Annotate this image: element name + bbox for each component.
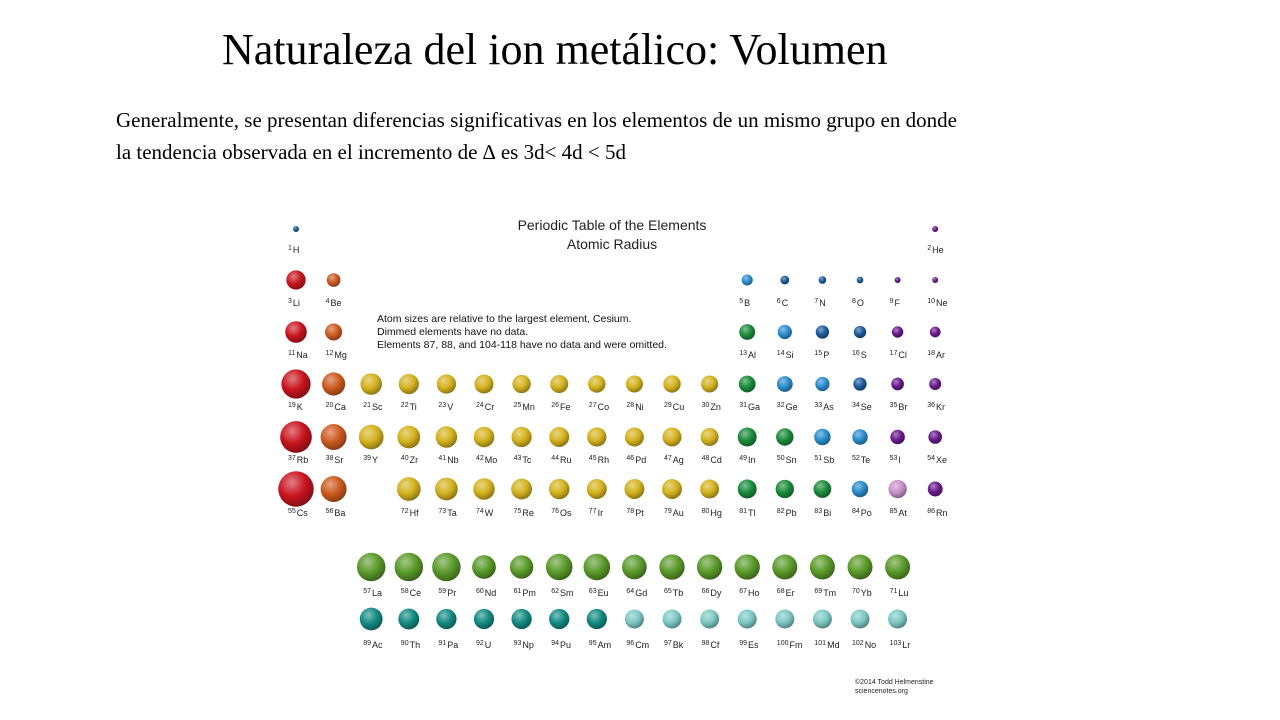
atom-sphere-os xyxy=(549,479,570,500)
slide-title: Naturaleza del ion metálico: Volumen xyxy=(222,25,888,74)
atom-sphere-rn xyxy=(928,482,943,497)
atom-sphere-h xyxy=(293,226,299,232)
atom-sphere-th xyxy=(398,609,419,630)
atom-sphere-k xyxy=(281,369,310,398)
element-label-yb: $^{70}$Yb xyxy=(852,588,872,598)
atom-sphere-ru xyxy=(549,427,569,447)
atom-sphere-sc xyxy=(360,373,382,395)
atom-sphere-nd xyxy=(472,555,496,579)
element-label-pd: $^{46}$Pd xyxy=(626,455,647,465)
element-label-fe: $^{26}$Fe xyxy=(551,402,571,412)
element-label-s: $^{16}$S xyxy=(852,350,867,360)
atom-sphere-i xyxy=(890,430,905,445)
body-text-line-2: la tendencia observada en el incremento de ∆ es 3d< 4d < 5d xyxy=(116,140,627,164)
element-label-sb: $^{51}$Sb xyxy=(814,455,835,465)
atom-sphere-sb xyxy=(814,429,830,445)
element-label-mo: $^{42}$Mo xyxy=(476,455,498,465)
atom-sphere-ar xyxy=(930,327,941,338)
element-label-mg: $^{12}$Mg xyxy=(325,350,347,360)
element-label-sc: $^{21}$Sc xyxy=(363,402,383,412)
element-label-tc: $^{43}$Tc xyxy=(513,455,532,465)
element-label-k: $^{19}$K xyxy=(288,402,303,412)
figure-title: Periodic Table of the Elements xyxy=(517,217,707,233)
atom-sphere-ni xyxy=(626,375,643,392)
atom-sphere-hg xyxy=(700,479,719,498)
atom-sphere-la xyxy=(357,553,386,582)
element-label-ta: $^{73}$Ta xyxy=(438,508,457,518)
element-label-no: $^{102}$No xyxy=(852,640,877,650)
element-label-he: $^2$He xyxy=(927,245,944,255)
atom-sphere-mo xyxy=(474,427,495,448)
element-label-w: $^{74}$W xyxy=(476,508,494,518)
atom-sphere-he xyxy=(932,226,938,232)
atom-sphere-dy xyxy=(697,554,722,579)
atom-sphere-ir xyxy=(587,479,607,499)
atom-sphere-at xyxy=(888,480,906,498)
body-text-line-1: Generalmente, se presentan diferencias significativas en los elementos de un mismo grupo en donde xyxy=(116,108,957,132)
element-label-po: $^{84}$Po xyxy=(852,508,872,518)
atom-sphere-eu xyxy=(583,554,610,581)
atom-sphere-v xyxy=(437,374,456,393)
element-label-am: $^{95}$Am xyxy=(588,640,612,650)
atom-sphere-se xyxy=(853,377,866,390)
element-label-sn: $^{50}$Sn xyxy=(776,455,797,465)
element-label-gd: $^{64}$Gd xyxy=(626,588,648,598)
element-label-si: $^{14}$Si xyxy=(776,350,794,360)
atom-sphere-nb xyxy=(436,426,458,448)
figure-note-1: Atom sizes are relative to the largest element, Cesium. xyxy=(377,313,632,325)
atom-sphere-co xyxy=(588,375,605,392)
element-label-tm: $^{69}$Tm xyxy=(814,588,837,598)
element-label-ca: $^{20}$Ca xyxy=(325,402,346,412)
element-label-ni: $^{28}$Ni xyxy=(626,402,644,412)
atom-sphere-u xyxy=(474,609,494,629)
element-label-rb: $^{37}$Rb xyxy=(288,455,309,465)
element-label-te: $^{52}$Te xyxy=(852,455,871,465)
element-label-sr: $^{38}$Sr xyxy=(325,455,344,465)
atom-sphere-ge xyxy=(777,376,793,392)
atom-sphere-fe xyxy=(550,375,568,393)
figure-subtitle: Atomic Radius xyxy=(566,236,658,252)
element-label-at: $^{85}$At xyxy=(889,508,907,518)
atom-sphere-mg xyxy=(325,323,342,340)
element-label-ga: $^{31}$Ga xyxy=(739,402,761,412)
element-label-se: $^{34}$Se xyxy=(852,402,872,412)
element-label-os: $^{76}$Os xyxy=(551,508,572,518)
element-label-mn: $^{25}$Mn xyxy=(513,402,535,412)
atom-sphere-xe xyxy=(928,430,942,444)
atom-sphere-p xyxy=(816,325,829,338)
element-label-ti: $^{22}$Ti xyxy=(400,402,417,412)
atom-sphere-y xyxy=(359,425,384,450)
element-label-np: $^{93}$Np xyxy=(513,640,534,650)
atom-sphere-tb xyxy=(659,554,684,579)
element-label-ir: $^{77}$Ir xyxy=(588,508,604,518)
atom-sphere-cs xyxy=(278,471,313,506)
atom-sphere-mn xyxy=(512,375,530,393)
element-label-cu: $^{29}$Cu xyxy=(664,402,685,412)
element-label-pm: $^{61}$Pm xyxy=(513,588,536,598)
element-label-in: $^{49}$In xyxy=(739,455,756,465)
atom-sphere-pm xyxy=(510,555,533,578)
element-label-br: $^{35}$Br xyxy=(889,402,908,412)
element-label-ge: $^{32}$Ge xyxy=(776,402,798,412)
element-label-lu: $^{71}$Lu xyxy=(889,588,909,598)
atom-sphere-po xyxy=(852,481,868,497)
atom-sphere-pb xyxy=(776,480,794,498)
element-label-tl: $^{81}$Tl xyxy=(739,508,756,518)
atom-sphere-au xyxy=(662,479,682,499)
element-label-h: $^1$H xyxy=(288,245,300,255)
element-label-ar: $^{18}$Ar xyxy=(927,350,945,360)
atom-sphere-o xyxy=(857,277,864,284)
atom-sphere-si xyxy=(778,325,792,339)
element-label-ru: $^{44}$Ru xyxy=(551,455,572,465)
element-label-pr: $^{59}$Pr xyxy=(438,588,457,598)
atom-sphere-fm xyxy=(775,609,794,628)
atom-sphere-f xyxy=(895,277,901,283)
atom-sphere-pt xyxy=(624,479,644,499)
element-label-th: $^{90}$Th xyxy=(400,640,421,650)
atom-sphere-kr xyxy=(929,378,941,390)
element-label-al: $^{13}$Al xyxy=(739,350,757,360)
atom-sphere-ag xyxy=(662,427,681,446)
atom-sphere-as xyxy=(815,377,829,391)
element-label-la: $^{57}$La xyxy=(363,588,383,598)
atom-sphere-lu xyxy=(885,554,910,579)
atom-sphere-bk xyxy=(662,609,681,628)
element-label-er: $^{68}$Er xyxy=(776,588,795,598)
element-label-f: $^9$F xyxy=(889,298,901,308)
atom-sphere-ac xyxy=(360,608,383,631)
element-label-ce: $^{58}$Ce xyxy=(400,588,422,598)
element-label-re: $^{75}$Re xyxy=(513,508,534,518)
element-label-pa: $^{91}$Pa xyxy=(438,640,459,650)
atom-sphere-pu xyxy=(549,609,569,629)
figure-note-3: Elements 87, 88, and 104-118 have no data and were omitted. xyxy=(377,339,667,351)
atom-sphere-cd xyxy=(701,428,719,446)
atom-sphere-hf xyxy=(397,477,421,501)
element-label-dy: $^{66}$Dy xyxy=(701,588,722,598)
element-label-es: $^{99}$Es xyxy=(739,640,759,650)
atom-sphere-yb xyxy=(847,554,872,579)
element-label-c: $^6$C xyxy=(776,298,789,308)
element-label-cf: $^{98}$Cf xyxy=(701,640,720,650)
atom-sphere-er xyxy=(772,554,797,579)
element-label-nd: $^{60}$Nd xyxy=(476,588,497,598)
atom-sphere-ba xyxy=(321,476,347,502)
atom-sphere-al xyxy=(739,324,755,340)
atom-sphere-tl xyxy=(738,479,757,498)
element-label-hf: $^{72}$Hf xyxy=(400,508,419,518)
element-label-md: $^{101}$Md xyxy=(814,640,840,650)
element-label-i: $^{53}$I xyxy=(889,455,901,465)
element-label-u: $^{92}$U xyxy=(476,640,492,650)
element-label-nb: $^{41}$Nb xyxy=(438,455,459,465)
atom-sphere-n xyxy=(819,276,827,284)
element-label-cd: $^{48}$Cd xyxy=(701,455,722,465)
atom-sphere-bi xyxy=(814,480,832,498)
element-label-rn: $^{86}$Rn xyxy=(927,508,948,518)
atom-sphere-br xyxy=(891,378,904,391)
element-label-au: $^{79}$Au xyxy=(664,508,684,518)
element-label-cs: $^{55}$Cs xyxy=(288,508,308,518)
element-label-cl: $^{17}$Cl xyxy=(889,350,907,360)
element-label-ba: $^{56}$Ba xyxy=(325,508,346,518)
element-label-co: $^{27}$Co xyxy=(588,402,610,412)
figure-credit-site: sciencenotes.org xyxy=(855,688,908,695)
atom-sphere-tc xyxy=(511,427,531,447)
element-label-v: $^{23}$V xyxy=(438,402,454,412)
atom-sphere-na xyxy=(285,321,307,343)
atom-sphere-zr xyxy=(397,426,420,449)
atom-sphere-lr xyxy=(888,609,907,628)
element-label-hg: $^{80}$Hg xyxy=(701,508,722,518)
element-label-o: $^8$O xyxy=(852,298,864,308)
atom-sphere-s xyxy=(854,326,866,338)
atom-sphere-ce xyxy=(395,553,424,582)
atom-sphere-pd xyxy=(625,427,644,446)
atom-sphere-ti xyxy=(399,374,419,394)
atom-sphere-te xyxy=(852,429,868,445)
atom-sphere-sm xyxy=(546,554,573,581)
atom-sphere-np xyxy=(511,609,531,629)
atom-sphere-b xyxy=(742,274,753,285)
atom-sphere-in xyxy=(738,427,757,446)
atom-sphere-ne xyxy=(932,277,938,283)
element-label-as: $^{33}$As xyxy=(814,402,834,412)
atom-sphere-cf xyxy=(700,609,719,628)
atom-sphere-gd xyxy=(622,555,647,580)
element-label-na: $^{11}$Na xyxy=(288,350,308,360)
atom-sphere-c xyxy=(780,276,789,285)
atom-sphere-cl xyxy=(892,326,903,337)
element-label-be: $^4$Be xyxy=(325,298,342,308)
atom-sphere-pr xyxy=(432,553,461,582)
element-label-eu: $^{63}$Eu xyxy=(588,588,609,598)
atom-sphere-cr xyxy=(474,374,493,393)
atom-sphere-cu xyxy=(663,375,680,392)
atom-sphere-sn xyxy=(776,428,793,445)
atom-sphere-ta xyxy=(435,478,458,501)
element-label-n: $^7$N xyxy=(814,298,826,308)
element-label-cm: $^{96}$Cm xyxy=(626,640,650,650)
element-label-pu: $^{94}$Pu xyxy=(551,640,572,650)
element-label-lr: $^{103}$Lr xyxy=(889,640,911,650)
element-label-tb: $^{65}$Tb xyxy=(664,588,684,598)
atom-sphere-ca xyxy=(322,372,345,395)
element-label-bi: $^{83}$Bi xyxy=(814,508,832,518)
element-label-zr: $^{40}$Zr xyxy=(400,455,419,465)
atom-sphere-re xyxy=(511,479,532,500)
element-label-zn: $^{30}$Zn xyxy=(701,402,721,412)
element-label-pb: $^{82}$Pb xyxy=(776,508,797,518)
element-label-fm: $^{100}$Fm xyxy=(776,640,803,650)
element-label-li: $^3$Li xyxy=(288,298,300,308)
atom-sphere-ga xyxy=(739,376,756,393)
atom-sphere-w xyxy=(473,478,495,500)
element-label-kr: $^{36}$Kr xyxy=(927,402,945,412)
element-label-xe: $^{54}$Xe xyxy=(927,455,948,465)
atom-sphere-zn xyxy=(701,375,718,392)
atom-sphere-be xyxy=(327,273,341,287)
figure-credit: ©2014 Todd Helmenstine xyxy=(855,679,934,686)
element-label-ho: $^{67}$Ho xyxy=(739,588,760,598)
element-label-pt: $^{78}$Pt xyxy=(626,508,644,518)
element-label-bk: $^{97}$Bk xyxy=(664,640,684,650)
atom-sphere-es xyxy=(738,609,757,628)
atom-sphere-li xyxy=(286,270,305,289)
atom-sphere-md xyxy=(813,609,832,628)
element-label-p: $^{15}$P xyxy=(814,350,830,360)
atom-sphere-pa xyxy=(436,609,456,629)
atom-sphere-sr xyxy=(321,424,347,450)
atom-sphere-tm xyxy=(810,554,835,579)
atom-sphere-rh xyxy=(587,427,606,446)
element-label-b: $^5$B xyxy=(739,298,751,308)
element-label-ag: $^{47}$Ag xyxy=(664,455,684,465)
element-label-sm: $^{62}$Sm xyxy=(551,588,574,598)
element-label-ne: $^{10}$Ne xyxy=(927,298,948,308)
element-label-ac: $^{89}$Ac xyxy=(363,640,383,650)
figure-note-2: Dimmed elements have no data. xyxy=(377,326,529,338)
atom-sphere-cm xyxy=(625,609,644,628)
element-label-y: $^{39}$Y xyxy=(363,455,379,465)
atom-sphere-no xyxy=(850,609,869,628)
atom-sphere-ho xyxy=(735,554,760,579)
atom-sphere-am xyxy=(587,609,607,629)
atom-sphere-rb xyxy=(280,421,312,453)
element-label-cr: $^{24}$Cr xyxy=(476,402,495,412)
element-label-rh: $^{45}$Rh xyxy=(588,455,610,465)
